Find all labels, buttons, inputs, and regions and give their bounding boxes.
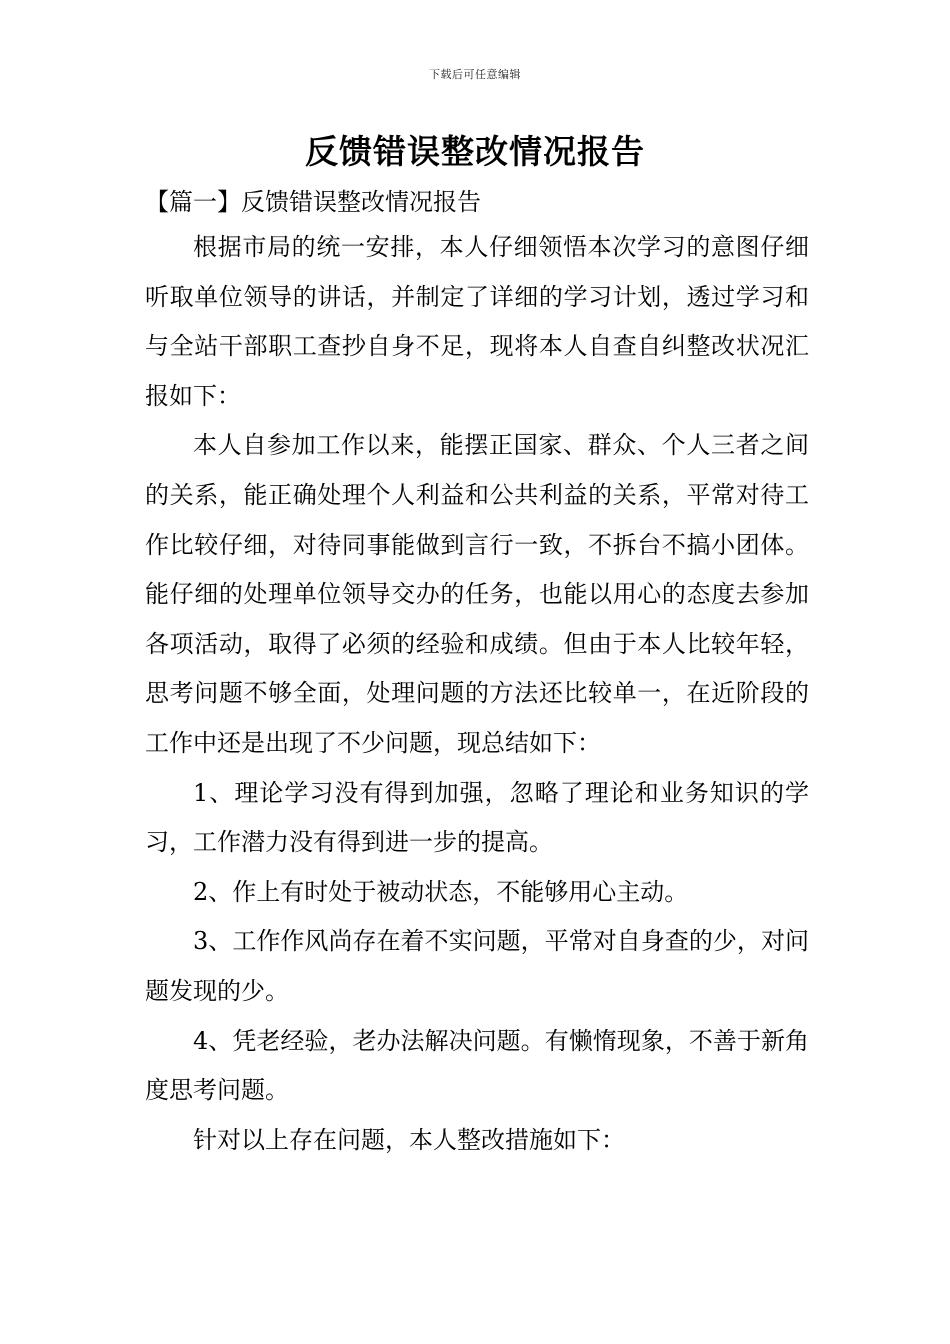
paragraph-issue-2: 2、作上有时处于被动状态，不能够用心主动。 — [193, 877, 689, 906]
section-subtitle: 【篇一】反馈错误整改情况报告 — [145, 188, 481, 216]
document-body — [145, 223, 809, 1165]
header-note: 下载后可任意编辑 — [429, 68, 521, 81]
paragraph-issue-3: 3、工作作风尚存在着不实问题，平常对自身查的少，对问题发现的少。 — [145, 927, 809, 1005]
paragraph-intro: 根据市局的统一安排，本人仔细领悟本次学习的意图仔细听取单位领导的讲话，并制定了详细的学习计划，透过学习和与全站干部职工查抄自身不足，现将本人自查自纠整改状况汇报如下： — [145, 233, 809, 410]
paragraph-issue-4: 4、凭老经验，老办法解决问题。有懒惰现象，不善于新角度思考问题。 — [145, 1026, 809, 1105]
document-title: 反馈错误整改情况报告 — [305, 132, 645, 171]
paragraph-self-review: 本人自参加工作以来，能摆正国家、群众、个人三者之间的关系，能正确处理个人利益和公共利益的关系，平常对待工作比较仔细，对待同事能做到言行一致，不拆台不搞小团体。能仔细的处理单位领导交办的任务，也能以用心的态度去参加各项活动，取得了必须的经验和成绩。但由于本人比较年轻，思考问题不够全面，处理问题的方法还比较单一，在近阶段的工作中还是出现了不少问题，现总结如下： — [145, 431, 809, 757]
paragraph-issue-1: 1、理论学习没有得到加强，忽略了理论和业务知识的学习，工作潜力没有得到进一步的提高。 — [145, 778, 809, 857]
paragraph-measures-intro: 针对以上存在问题，本人整改措施如下： — [193, 1125, 625, 1154]
